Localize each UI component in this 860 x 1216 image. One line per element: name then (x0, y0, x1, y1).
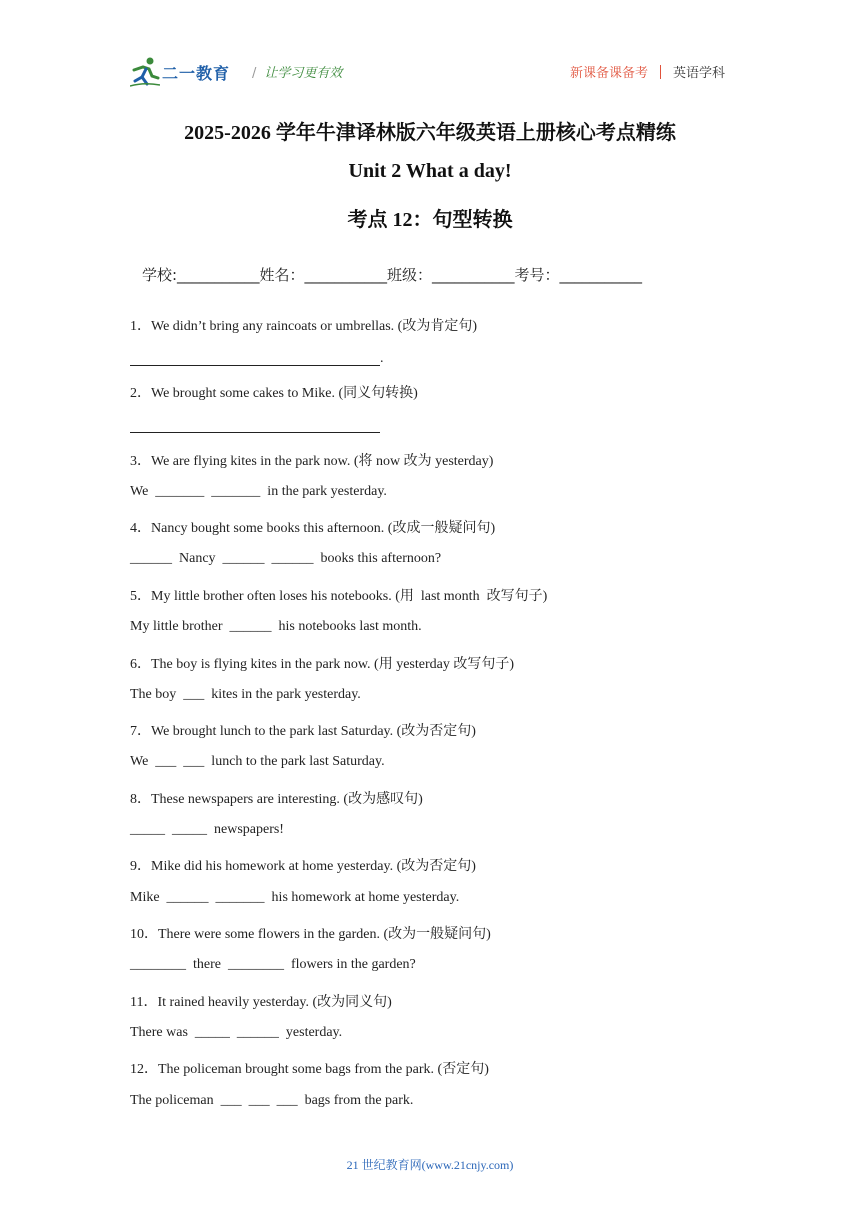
runner-logo-icon (130, 56, 160, 88)
question-5-prompt: 5．My little brother often loses his notebooks. (用 last month 改写句子) (130, 589, 548, 604)
logo-text: 二一教育 (162, 63, 231, 83)
question-2-answer-line[interactable] (130, 432, 380, 433)
question-8-answer: _____ _____ newspapers! (130, 822, 284, 837)
unit-title: Unit 2 What a day! (348, 160, 512, 182)
slogan (252, 62, 342, 81)
question-10-prompt: 10．There were some flowers in the garden. (改为一般疑问句) (130, 927, 491, 942)
question-7-answer: We ___ ___ lunch to the park last Saturday. (130, 754, 385, 769)
question-3-prompt: 3．We are flying kites in the park now. (将 now 改为 yesterday) (130, 454, 494, 469)
header-course-label: 新课备课备考 (569, 66, 648, 81)
question-8-prompt: 8．These newspapers are interesting. (改为感叹句) (130, 792, 423, 807)
main-title: 2025-2026 学年牛津译林版六年级英语上册核心考点精练 (184, 122, 676, 144)
question-12-answer: The policeman ___ ___ ___ bags from the park. (130, 1093, 414, 1108)
topic-title: 考点 12：句型转换 (347, 209, 513, 231)
question-11-prompt: 11．It rained heavily yesterday. (改为同义句) (130, 995, 392, 1010)
header-right (570, 62, 725, 81)
question-5-answer: My little brother ______ his notebooks last month. (130, 619, 422, 634)
question-1-prompt: 1．We didn’t bring any raincoats or umbrellas. (改为肯定句) (130, 319, 477, 334)
question-12-prompt: 12．The policeman brought some bags from the park. (否定句) (130, 1062, 489, 1077)
slash-divider: / (252, 66, 257, 81)
question-9-answer: Mike ______ _______ his homework at home yesterday. (130, 890, 460, 905)
question-6-prompt: 6．The boy is flying kites in the park now. (用 yesterday 改写句子) (130, 657, 515, 672)
question-1-answer-line[interactable] (130, 365, 380, 366)
question-9-prompt: 9．Mike did his homework at home yesterday. (改为否定句) (130, 859, 476, 874)
page-header (130, 56, 725, 90)
question-2-prompt: 2．We brought some cakes to Mike. (同义句转换) (130, 386, 418, 401)
question-4-prompt: 4．Nancy bought some books this afternoon. (改成一般疑问句) (130, 521, 496, 536)
question-4-answer: ______ Nancy ______ ______ books this afternoon? (130, 551, 442, 566)
footer-source[interactable]: 21 世纪教育网(www.21cnjy.com) (346, 1158, 514, 1172)
question-10-answer: ________ there ________ flowers in the garden? (130, 957, 416, 972)
question-3-answer: We _______ _______ in the park yesterday. (130, 484, 387, 499)
slogan-text: 让学习更有效 (264, 66, 343, 81)
question-1-answer-end: . (380, 351, 384, 366)
question-6-answer: The boy ___ kites in the park yesterday. (130, 687, 361, 702)
student-info-line: 学校:___________姓名：___________班级：___________考号：___________ (142, 266, 643, 284)
logo (130, 56, 230, 88)
header-divider (660, 65, 661, 79)
question-7-prompt: 7．We brought lunch to the park last Saturday. (改为否定句) (130, 724, 476, 739)
question-11-answer: There was _____ ______ yesterday. (130, 1025, 343, 1040)
header-subject-label: 英语学科 (672, 66, 725, 81)
